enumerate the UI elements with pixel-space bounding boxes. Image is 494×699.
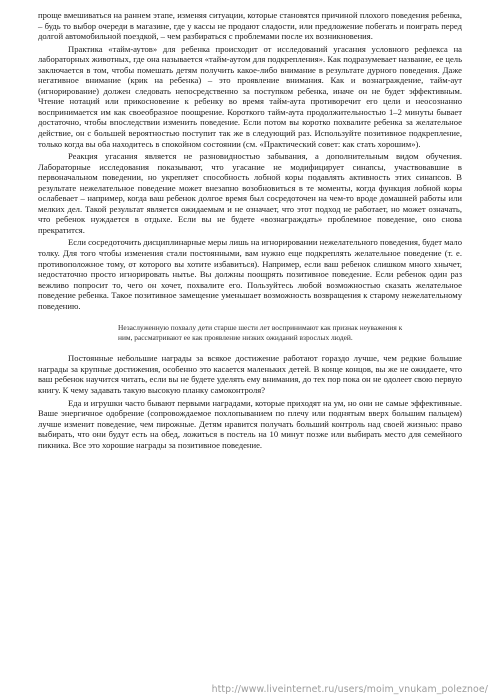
paragraph-3: Реакция угасания является не разновидностью забывания, а дополнительным видом обучения. Лабораторные исследования показывают, что угасание не модифицирует синапсы, участвовавшие в первоначальном поведении, но укрепляет способность лобной коры подавлять активность этих синапсов. В результате нежелательное поведение может внезапно возобновиться в те моменты, когда функция лобной коры ослабевает – например, когда ваш ребенок долгое время был сосредоточен на чем-то вроде домашней работы или мелких дел. Такой результат является ожидаемым и не означает, что этот подход не работает, но может означать, что ребенок нуждается в отдыхе. Если вы не будете «вознаграждать» проблемное поведение, оно снова прекратится. [38,151,462,235]
watermark-link[interactable]: http://www.liveinternet.ru/users/moim_vnukam_poleznoe/ [211,684,488,695]
paragraph-6: Еда и игрушки часто бывают первыми наградами, которые приходят на ум, но они не самые эффективные. Ваше энергичное одобрение (сопровождаемое похлопыванием по плечу или поднятым вверх большим пальцем) лучше изменит поведение, чем пирожные. Детям нравится получать больший контроль над своей жизнью: право выбирать, что они будут есть на обед, ложиться в постель на 10 минут позже или выбирать место для семейного пикника. Все это хорошие награды за позитивное поведение. [38,397,462,450]
paragraph-5: Постоянные небольшие награды за всякое достижение работают гораздо лучше, чем редкие большие награды за крупные достижения, особенно это касается маленьких детей. В конце концов, вы же не ожидаете, что ваш ребенок научится читать, если вы не будете уделять ему внимания, до тех пор пока он не одолеет свою первую книгу. К чему задавать такую высокую планку самоконтроля? [38,353,462,395]
pull-quote: Незаслуженную похвалу дети старше шести лет воспринимают как признак неуважения к ним, рассматривают ее как проявление низких ожиданий взрослых людей. [118,323,403,343]
paragraph-1: проще вмешиваться на раннем этапе, изменяя ситуации, которые становятся причиной плохого поведения ребенка, – будь то выбор очереди в магазине, где у кассы не продают сладости, или предложение побегать и поиграть перед долгой автомобильной поездкой, – чем разбираться с проблемами после их возникновения. [38,10,462,42]
paragraph-4: Если сосредоточить дисциплинарные меры лишь на игнорировании нежелательного поведения, будет мало толку. Для того чтобы изменения стали постоянными, вам нужно еще подкреплять желательное поведение (т. е. противоположное тому, от которого вы хотите избавиться). Например, если ваш ребенок слишком много хнычет, недостаточно просто игнорировать нытье. Вы должны поощрять позитивное поведение. Если ребенок один раз вежливо попросит то, чего он хочет, похвалите его. Пользуйтесь любой возможностью сказать желательное поведение ребенка. Такое позитивное замещение уменьшает возможность возвращения к старому нежелательному поведению. [38,237,462,311]
paragraph-2: Практика «тайм-аутов» для ребенка происходит от исследований угасания условного рефлекса на лабораторных животных, где она называется «тайм-аутом для подкрепления». Как подразумевает название, ее цель заключается в том, чтобы помешать детям получить какое-либо внимание в результате дурного поведения. Даже негативное внимание (крик на ребенка) – это проявление внимания. Как и вознаграждение, тайм-аут (игнорирование) должен следовать непосредственно за поступком ребенка, иначе он не будет эффективным. Чтение нотаций или прикосновение к ребенку во время тайм-аута противоречит его цели и неосознанно воспринимается им как своеобразное поощрение. Короткого тайм-аута продолжительностью 1–2 минуты бывает достаточно, чтобы впоследствии изменить поведение. Если потом вы коротко похвалите ребенка за желательное действие, он с большей вероятностью поступит так же в следующий раз. Используйте позитивное подкрепление, только когда вы оба находитесь в спокойном состоянии (см. «Практический совет: как стать хорошим»). [38,43,462,149]
document-page [38,10,462,450]
